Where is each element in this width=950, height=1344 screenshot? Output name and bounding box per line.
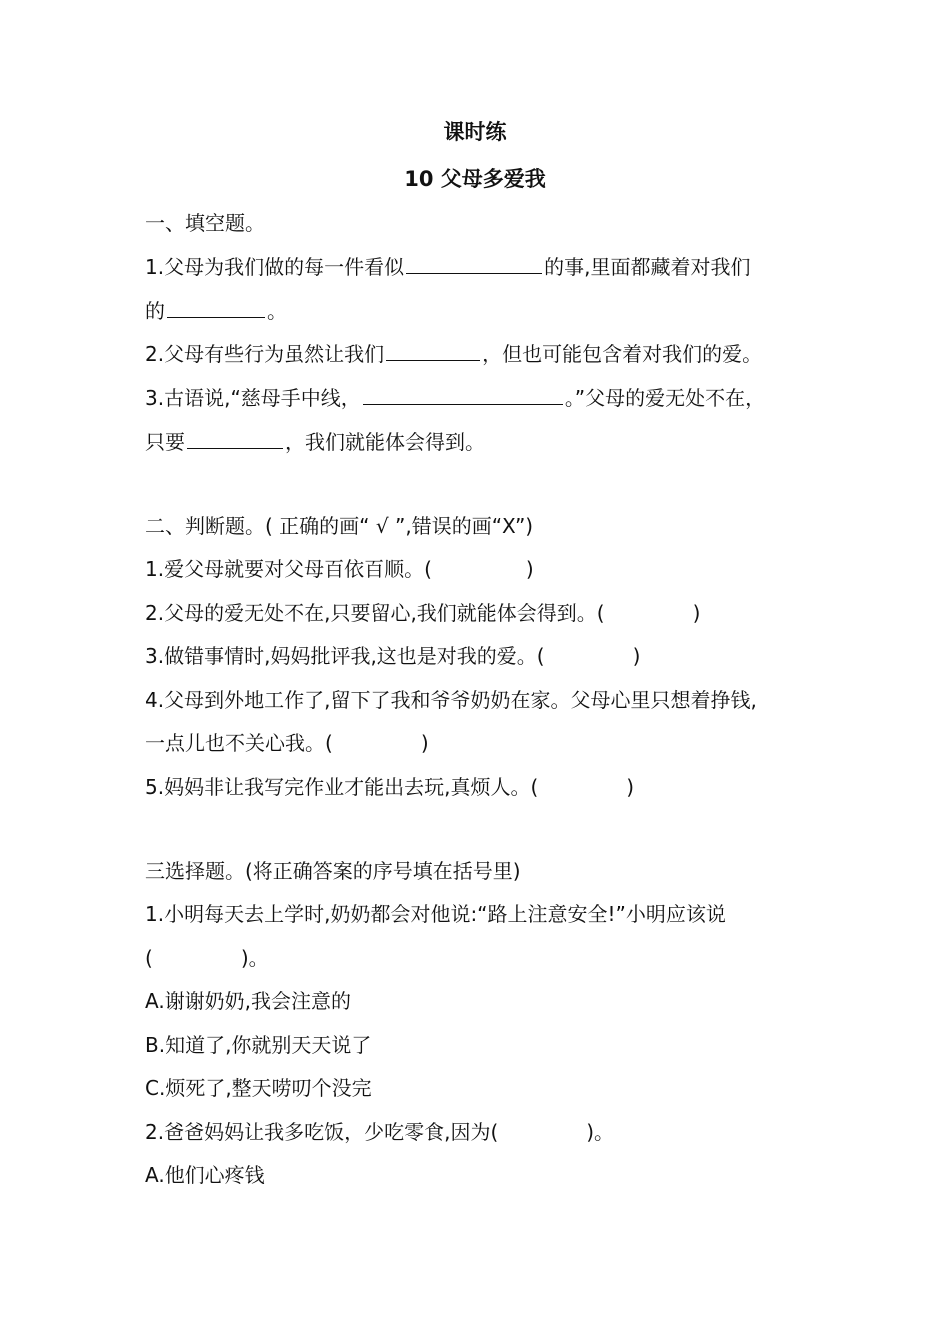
choice-question-2 — [145, 1118, 614, 1146]
judge-q1-close: ) — [525, 557, 534, 581]
judge-q5-text: 5.妈妈非让我写完作业才能出去玩,真烦人。( — [145, 775, 539, 799]
fill-q3-text-d: ，我们就能体会得到。 — [285, 430, 485, 454]
fill-question-1-line1 — [145, 253, 750, 281]
fill-q3-text-a: 3.古语说,“慈母手中线， — [145, 386, 361, 410]
choice-q2-text: 2.爸爸妈妈让我多吃饭，少吃零食,因为( — [145, 1120, 499, 1144]
judge-q5-close: ) — [626, 775, 635, 799]
choice-q2-close: )。 — [586, 1120, 615, 1144]
answer-blank-2[interactable] — [167, 297, 265, 318]
choice-q1-option-c: C.烦死了,整天唠叨个没完 — [145, 1076, 372, 1100]
judge-question-3 — [145, 642, 640, 670]
judge-q4-close: ) — [420, 731, 429, 755]
judge-q3-close: ) — [632, 644, 641, 668]
judge-q4-text-cont: 一点儿也不关心我。( — [145, 731, 333, 755]
fill-q1-text-d: 。 — [267, 299, 287, 323]
judge-question-1 — [145, 555, 534, 583]
fill-q3-text-b: 。”父母的爱无处不在， — [564, 386, 766, 410]
choice-q1-open: ( — [145, 946, 153, 970]
page-title: 课时练 — [443, 120, 507, 144]
judge-q3-text: 3.做错事情时,妈妈批评我,这也是对我的爱。( — [145, 644, 545, 668]
lesson-title: 10 父母多爱我 — [404, 167, 546, 191]
fill-q2-text-b: ，但也可能包含着对我们的爱。 — [482, 342, 763, 366]
fill-question-3-line2 — [145, 428, 485, 456]
choice-q1-close: )。 — [240, 946, 269, 970]
answer-blank-4[interactable] — [363, 384, 563, 405]
fill-q1-text-b: 的事,里面都藏着对我们 — [544, 255, 751, 279]
choice-q1-option-a: A.谢谢奶奶,我会注意的 — [145, 989, 352, 1013]
judge-q1-text: 1.爱父母就要对父母百依百顺。( — [145, 557, 432, 581]
judge-q2-text: 2.父母的爱无处不在,只要留心,我们就能体会得到。( — [145, 601, 605, 625]
choice-q1-option-b: B.知道了,你就别天天说了 — [145, 1033, 372, 1057]
judge-question-2 — [145, 599, 700, 627]
section2-heading: 二、判断题。( 正确的画“ √ ”,错误的画“X”) — [145, 514, 534, 538]
choice-q2-option-a: A.他们心疼钱 — [145, 1163, 265, 1187]
fill-q3-text-c: 只要 — [145, 430, 185, 454]
fill-q2-text-a: 2.父母有些行为虽然让我们 — [145, 342, 385, 366]
judge-q2-close: ) — [692, 601, 701, 625]
choice-question-1-line2 — [145, 944, 269, 972]
judge-question-5 — [145, 773, 634, 801]
answer-blank-3[interactable] — [386, 340, 480, 361]
answer-blank-1[interactable] — [406, 253, 542, 274]
fill-q1-text-a: 1.父母为我们做的每一件看似 — [145, 255, 405, 279]
fill-question-3-line1 — [145, 384, 765, 412]
answer-blank-5[interactable] — [187, 428, 283, 449]
section3-heading: 三选择题。(将正确答案的序号填在括号里) — [145, 859, 521, 883]
fill-q1-text-c: 的 — [145, 299, 165, 323]
fill-question-2 — [145, 340, 762, 368]
judge-question-4-line2 — [145, 729, 429, 757]
judge-q4-text: 4.父母到外地工作了,留下了我和爷爷奶奶在家。父母心里只想着挣钱, — [145, 688, 757, 712]
section1-heading: 一、填空题。 — [145, 211, 265, 235]
fill-question-1-line2 — [145, 297, 287, 325]
choice-question-1-line1: 1.小明每天去上学时,奶奶都会对他说:“路上注意安全!”小明应该说 — [145, 902, 726, 926]
judge-question-4-line1 — [145, 686, 757, 714]
